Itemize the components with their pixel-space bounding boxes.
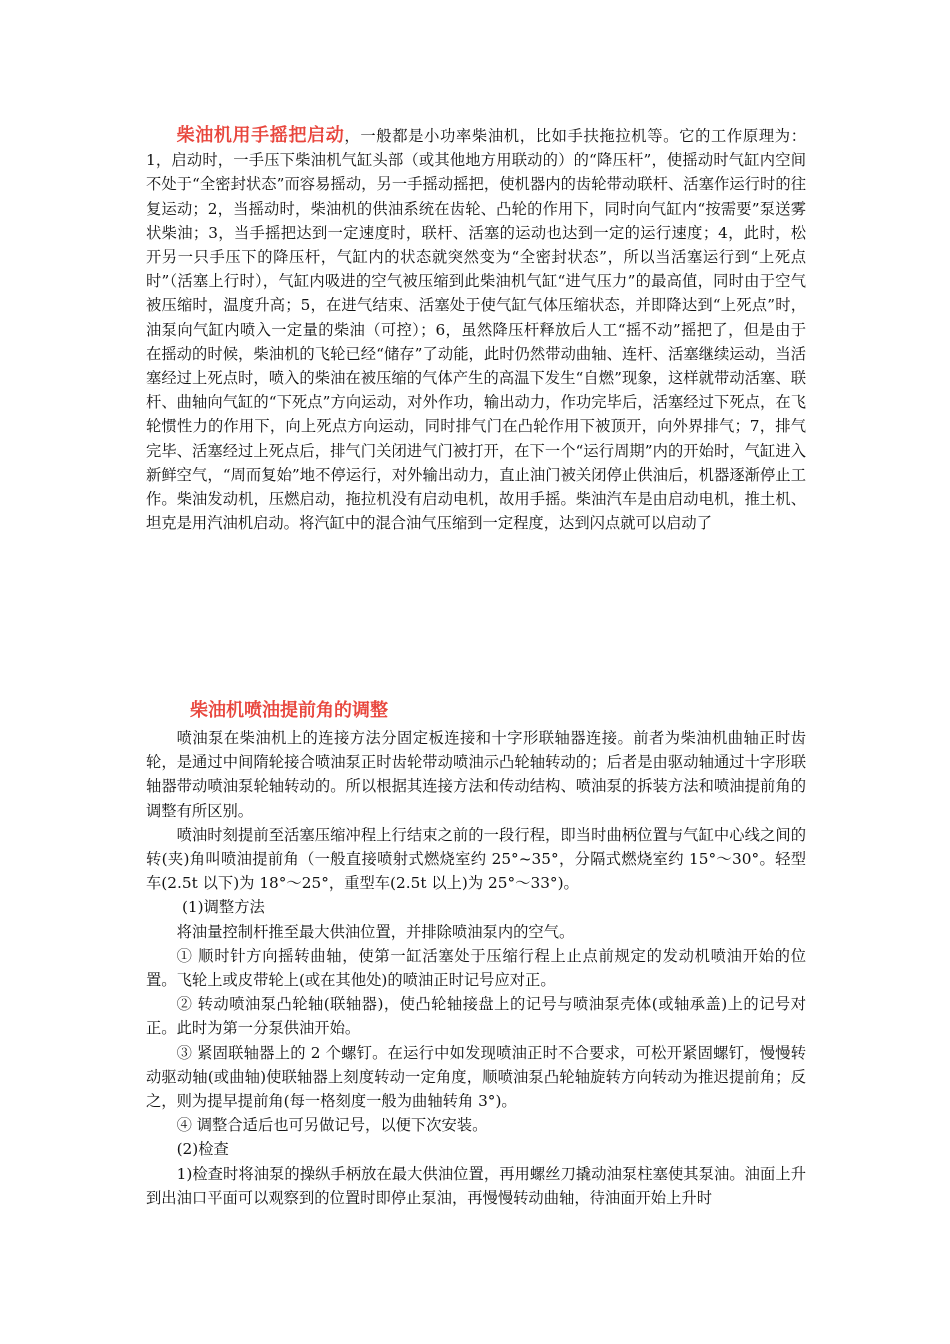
step-4: ④ 调整合适后也可另做记号，以便下次安装。 [176, 1116, 488, 1135]
step-2: ② 转动喷油泵凸轮轴(联轴器)，使凸轮轴接盘上的记号与喷油泵壳体(或轴承盖)上的记号对正。此时为第一分泵供油开始。 [146, 995, 806, 1038]
hand-crank-body: ，一般都是小功率柴油机，比如手扶拖拉机等。它的工作原理为：1，启动时，一手压下柴油机气缸头部（或其他地方用联动的）的“降压杆”，使摇动时气缸内空间不处于“全密封状态”而容易摇动，另一手摇动摇把，使机器内的齿轮带动联杆、活塞作运行时的往复运动；2，当摇动时，柴油机的供油系统在齿轮、凸轮的作用下，同时向气缸内“按需要”泵送雾状柴油；3，当手摇把达到一定速度时，联杆、活塞的运动也达到一定的运行速度；4，此时，松开另一只手压下的降压杆，气缸内的状态就突然变为“全密封状态”，所以当活塞运行到“上死点时”（活塞上行时），气缸内吸进的空气被压缩到此柴油机气缸“进气压力”的最高值，同时由于空气被压缩时，温度升高；5，在进气结束、活塞处于使气缸气体压缩状态，并即降达到“上死点”时，油泵向气缸内喷入一定量的柴油（可控）；6，虽然降压杆释放后人工“摇不动”摇把了，但是由于在摇动的时候，柴油机的飞轮已经“储存”了动能，此时仍然带动曲轴、连杆、活塞继续运动，当活塞经过上死点时，喷入的柴油在被压缩的气体产生的高温下发生“自燃”现象，这样就带动活塞、联杆、曲轴向气缸的“下死点”方向运动，对外作功，输出动力，作功完毕后，活塞经过下死点，在飞轮惯性力的作用下，向上死点方向运动，同时排气门在凸轮作用下被顶开，向外界排气；7，排气完毕、活塞经过上死点后，排气门关闭进气门被打开，在下一个“运行周期”内的开始时，气缸进入新鲜空气，“周而复始”地不停运行，对外输出动力，直止油门被关闭停止供油后，机器逐渐停止工作。柴油发动机，压燃启动，拖拉机没有启动电机，故用手摇。柴油汽车是由启动电机，推土机、坦克是用汽油机启动。将汽缸中的混合油气压缩到一定程度，达到闪点就可以启动了 [146, 127, 806, 533]
step-3: ③ 紧固联轴器上的 2 个螺钉。在运行中如发现喷油正时不合要求，可松开紧固螺钉，慢慢转动驱动轴(或曲轴)使联轴器上刻度转动一定角度，顺喷油泵凸轮轴旋转方向转动为推迟提前角；反之，则为提早提前角(每一格刻度一般为曲轴转角 3°)。 [146, 1043, 806, 1111]
paragraph-check-1: 1)检查时将油泵的操纵手柄放在最大供油位置，再用螺丝刀撬动油泵柱塞使其泵油。油面上升到出油口平面可以观察到的位置时即停止泵油，再慢慢转动曲轴，待油面开始上升时 [146, 1164, 806, 1207]
section-hand-crank-start [146, 124, 806, 535]
paragraph-connection-methods: 喷油泵在柴油机上的连接方法分固定板连接和十字形联轴器连接。前者为柴油机曲轴正时齿轮，是通过中间隋轮接合喷油泵正时齿轮带动喷油示凸轮轴转动的；后者是由驱动轴通过十字形联轴器带动喷油泵轮轴转动的。所以根据其连接方法和传动结构、喷油泵的拆装方法和喷油提前角的调整有所区别。 [146, 729, 806, 820]
injection-advance-title: 柴油机喷油提前角的调整 [190, 700, 388, 721]
subheading-check: (2)检查 [176, 1140, 229, 1159]
paragraph-push-lever: 将油量控制杆推至最大供油位置，并排除喷油泵内的空气。 [176, 922, 575, 941]
subheading-adjust-method: (1)调整方法 [181, 898, 265, 917]
section-injection-advance [146, 698, 806, 1210]
paragraph-advance-angle: 喷油时刻提前至活塞压缩冲程上行结束之前的一段行程，即当时曲柄位置与气缸中心线之间的转(夹)角叫喷油提前角（一般直接喷射式燃烧室约 25°~35°，分隔式燃烧室约 15°～30°。轻型车(2.5t 以下)为 18°～25°，重型车(2.5t 以上)为 25°～33°)。 [146, 825, 806, 893]
hand-crank-heading: 柴油机用手摇把启动 [176, 125, 345, 146]
hand-crank-paragraph [146, 124, 806, 535]
step-1: ① 顺时针方向摇转曲轴，使第一缸活塞处于压缩行程上止点前规定的发动机喷油开始的位置。飞轮上或皮带轮上(或在其他处)的喷油正时记号应对正。 [146, 946, 806, 990]
